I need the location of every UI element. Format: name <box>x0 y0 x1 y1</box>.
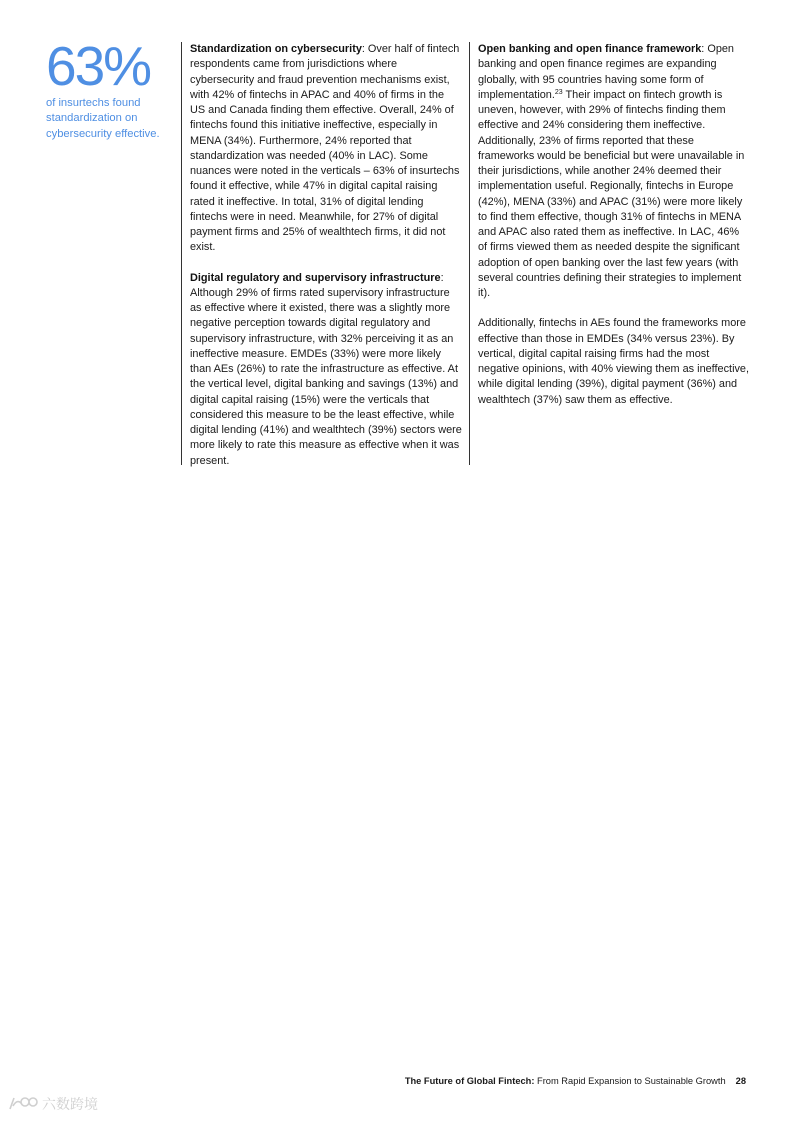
watermark-logo-icon <box>8 1095 38 1113</box>
paragraph-body: Additionally, fintechs in AEs found the frameworks more effective than those in EMDEs (34% versus 23%). By vertical, digital capital raising firms had the most negative opinions, with 40% viewing them as ineffective, while digital lending (39%), digital payment (36%) and wealthtech (37%) saw them as effective. <box>478 317 750 406</box>
stat-number: 63% <box>46 35 151 97</box>
paragraph-body-continued: Their impact on fintech growth is uneven, however, with 29% of fintechs finding them effective and 24% considering them ineffective. Additionally, 23% of firms reported that these frameworks would be beneficial but were unavailable in their jurisdictions, while another 24% deemed their implementation useful. Regionally, fintechs in Europe (42%), MENA (33%) and APAC (31%) were more likely to find them effective, though 31% of fintechs in MENA and APAC also rated them as ineffective. In LAC, 46% of firms viewed them as needed despite the significant adoption of open banking over the last few years (with several countries defining their strategies to implement it). <box>478 88 745 299</box>
watermark-text: 六数跨境 <box>42 1096 98 1112</box>
paragraph-standardization <box>190 42 462 256</box>
text-column-1 <box>181 42 462 465</box>
paragraph-heading: Standardization on cybersecurity <box>190 43 362 55</box>
footnote-reference[interactable]: 23 <box>554 88 563 96</box>
footer-report-subtitle: From Rapid Expansion to Sustainable Growth <box>534 1076 726 1086</box>
paragraph-body: : Although 29% of firms rated supervisory infrastructure as effective where it existed, there was a slightly more negative perception towards digital regulatory and supervisory infrastructure, with 32% perceiving it as an ineffective measure. EMDEs (33%) were more likely than AEs (26%) to rate the infrastructure as effective. At the vertical level, digital banking and savings (13%) and digital capital raising (15%) were the verticals that considered this measure to be the least effective, while digital lending (41%) and wealthtech (39%) sectors were more likely to rate this measure as effective when it was present. <box>190 271 462 467</box>
paragraph-body: : Over half of fintech respondents came from jurisdictions where cybersecurity and fraud prevention mechanisms exist, with 42% of fintechs in APAC and 40% of firms in the US and Canada finding them effective. Overall, 24% of fintechs found this initiative ineffective, especially in MENA (34%). Furthermore, 24% reported that standardization was needed (40% in LAC). Some nuances were noted in the verticals – 63% of insurtechs found it effective, while 47% in digital capital raising rated it ineffective. In total, 31% of digital lending fintechs were in need. Meanwhile, for 27% of digital payment firms and 25% of wealthtech firms, it did not exist. <box>190 43 460 254</box>
stat-callout <box>46 35 171 142</box>
paragraph-regulatory-infrastructure <box>190 271 462 469</box>
text-column-2 <box>469 42 750 465</box>
paragraph-heading: Open banking and open finance framework <box>478 43 702 55</box>
footer-report-title: The Future of Global Fintech: <box>404 1076 535 1086</box>
watermark <box>8 1094 98 1114</box>
stat-caption: of insurtechs found standardization on cybersecurity effective. <box>46 97 160 140</box>
page-footer <box>405 1076 746 1086</box>
paragraph-heading: Digital regulatory and supervisory infrastructure <box>190 271 441 284</box>
paragraph-additionally <box>478 316 750 408</box>
paragraph-body: : Open banking and open finance regimes are expanding globally, with 95 countries having some form of implementation. <box>478 43 734 101</box>
page-number: 28 <box>735 1076 746 1086</box>
paragraph-open-banking <box>478 42 750 301</box>
